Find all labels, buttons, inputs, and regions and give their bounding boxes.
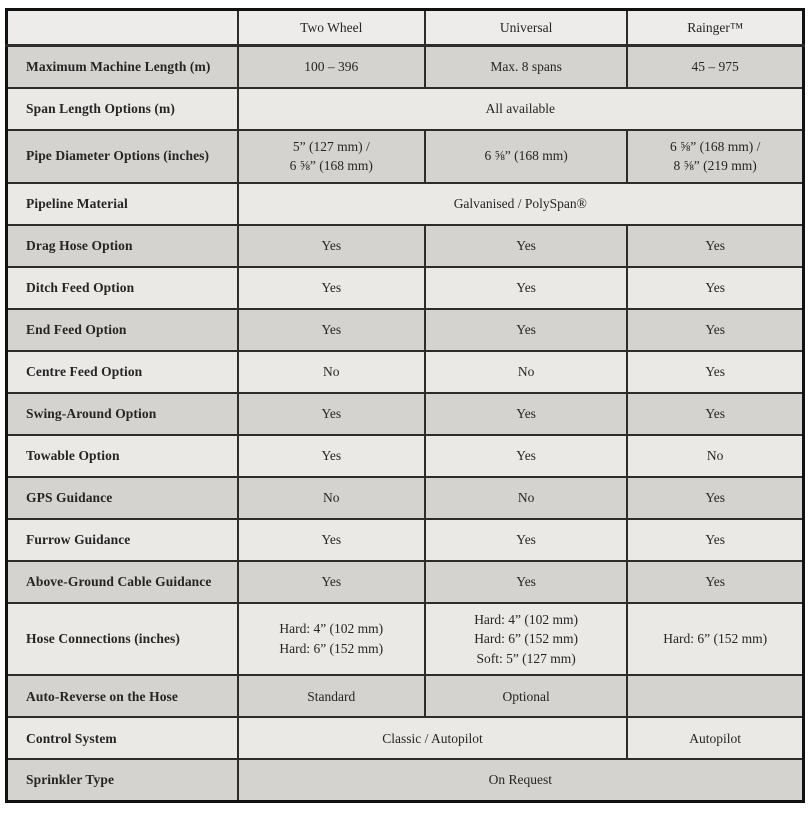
value-cell: 6 ⅝” (168 mm) / 8 ⅝” (219 mm) — [627, 130, 803, 183]
row-label: Swing-Around Option — [7, 393, 238, 435]
value-cell: Max. 8 spans — [425, 46, 627, 88]
row-label: Control System — [7, 717, 238, 759]
table-row-control-system — [7, 717, 804, 759]
value-cell: Optional — [425, 675, 627, 717]
row-label: Pipeline Material — [7, 183, 238, 225]
value-cell: Yes — [425, 267, 627, 309]
value-cell: No — [425, 477, 627, 519]
comparison-table — [5, 8, 805, 803]
table-row-centre-feed-option — [7, 351, 804, 393]
row-label: Pipe Diameter Options (inches) — [7, 130, 238, 183]
table-row-sprinkler-type — [7, 759, 804, 801]
value-cell: Yes — [627, 267, 803, 309]
value-cell: Yes — [238, 519, 425, 561]
value-cell: Yes — [627, 351, 803, 393]
value-cell: Yes — [425, 519, 627, 561]
value-cell: Galvanised / PolySpan® — [238, 183, 804, 225]
value-cell: No — [238, 477, 425, 519]
row-label: Centre Feed Option — [7, 351, 238, 393]
row-label: Towable Option — [7, 435, 238, 477]
value-cell: Hard: 4” (102 mm) Hard: 6” (152 mm) Soft: 5” (127 mm) — [425, 603, 627, 676]
table-row-maximum-machine-length-m — [7, 46, 804, 88]
table-row-pipeline-material — [7, 183, 804, 225]
row-label: End Feed Option — [7, 309, 238, 351]
value-cell: Yes — [627, 393, 803, 435]
value-cell: Hard: 4” (102 mm) Hard: 6” (152 mm) — [238, 603, 425, 676]
column-header-rainger: Rainger™ — [627, 10, 803, 46]
value-cell: Yes — [238, 225, 425, 267]
table-row-pipe-diameter-options-inches — [7, 130, 804, 183]
row-label: Ditch Feed Option — [7, 267, 238, 309]
value-cell: Yes — [238, 561, 425, 603]
value-cell: 5” (127 mm) / 6 ⅝” (168 mm) — [238, 130, 425, 183]
corner-cell — [7, 10, 238, 46]
value-cell: On Request — [238, 759, 804, 801]
value-cell: No — [238, 351, 425, 393]
value-cell: Autopilot — [627, 717, 803, 759]
table-row-end-feed-option — [7, 309, 804, 351]
row-label: GPS Guidance — [7, 477, 238, 519]
table-row-hose-connections-inches — [7, 603, 804, 676]
value-cell: 100 – 396 — [238, 46, 425, 88]
value-cell: Yes — [627, 519, 803, 561]
value-cell: No — [425, 351, 627, 393]
row-label: Maximum Machine Length (m) — [7, 46, 238, 88]
value-cell: Yes — [627, 225, 803, 267]
value-cell: Yes — [425, 225, 627, 267]
value-cell: Yes — [238, 393, 425, 435]
value-cell: Yes — [238, 435, 425, 477]
value-cell: Yes — [238, 309, 425, 351]
row-label: Above-Ground Cable Guidance — [7, 561, 238, 603]
column-header-two-wheel: Two Wheel — [238, 10, 425, 46]
value-cell: Yes — [238, 267, 425, 309]
row-label: Hose Connections (inches) — [7, 603, 238, 676]
value-cell: Yes — [627, 477, 803, 519]
value-cell: Yes — [425, 435, 627, 477]
row-label: Drag Hose Option — [7, 225, 238, 267]
value-cell: Hard: 6” (152 mm) — [627, 603, 803, 676]
row-label: Sprinkler Type — [7, 759, 238, 801]
value-cell: Classic / Autopilot — [238, 717, 628, 759]
table-row-swing-around-option — [7, 393, 804, 435]
table-row-furrow-guidance — [7, 519, 804, 561]
table-row-above-ground-cable-guidance — [7, 561, 804, 603]
value-cell: Yes — [425, 309, 627, 351]
row-label: Span Length Options (m) — [7, 88, 238, 130]
value-cell: 6 ⅝” (168 mm) — [425, 130, 627, 183]
value-cell — [627, 675, 803, 717]
table-row-towable-option — [7, 435, 804, 477]
table-row-drag-hose-option — [7, 225, 804, 267]
value-cell: Standard — [238, 675, 425, 717]
table-row-auto-reverse-on-the-hose — [7, 675, 804, 717]
value-cell: Yes — [627, 561, 803, 603]
table-row-ditch-feed-option — [7, 267, 804, 309]
value-cell: No — [627, 435, 803, 477]
table-row-span-length-options-m — [7, 88, 804, 130]
header-row — [7, 10, 804, 46]
column-header-universal: Universal — [425, 10, 627, 46]
value-cell: Yes — [627, 309, 803, 351]
value-cell: Yes — [425, 393, 627, 435]
value-cell: 45 – 975 — [627, 46, 803, 88]
row-label: Furrow Guidance — [7, 519, 238, 561]
value-cell: All available — [238, 88, 804, 130]
table-row-gps-guidance — [7, 477, 804, 519]
value-cell: Yes — [425, 561, 627, 603]
row-label: Auto-Reverse on the Hose — [7, 675, 238, 717]
